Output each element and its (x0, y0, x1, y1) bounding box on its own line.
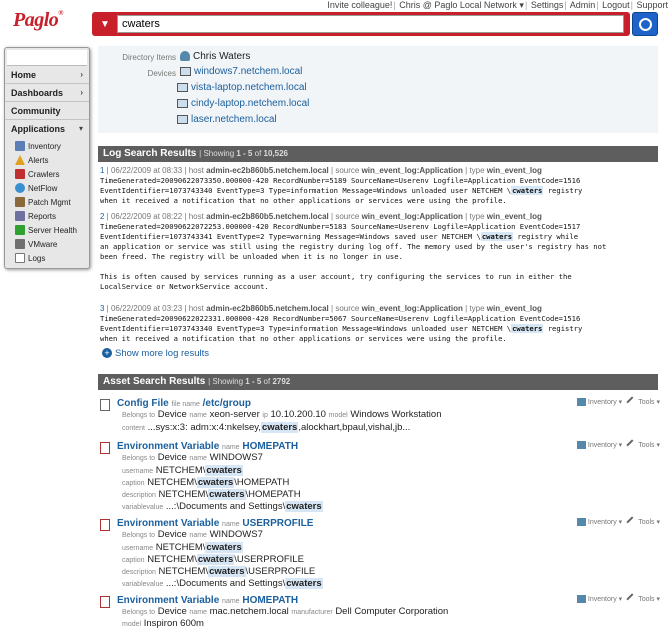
asset-username-row: username NETCHEM\cwaters (122, 542, 242, 553)
sidebar-item-logs[interactable] (5, 250, 89, 264)
inventory-button[interactable]: Inventory (587, 399, 617, 406)
log-results-title: Log Search Results (103, 148, 197, 159)
directory-items-label: Directory Items (122, 53, 176, 62)
asset-belongs-row: Belongs to Device name xeon-server ip 10.10.200.10 model Windows Workstation (122, 409, 442, 420)
log-line: TimeGenerated=20090622073350.000000-420 RecordNumber=5189 SourceName=Userenv Logfile=Application EventCode=1516 (100, 176, 581, 185)
log-type-label: type (469, 212, 485, 221)
search-bar (92, 12, 630, 36)
search-highlight: cwaters (286, 578, 322, 589)
report-icon (15, 211, 25, 221)
device-name: windows7.netchem.local (194, 66, 303, 77)
asset-actions: Inventory ▾ Tools ▾ (577, 518, 660, 526)
sidebar-item-label: Alerts (28, 155, 49, 165)
inventory-icon (577, 441, 586, 449)
user-menu[interactable] (399, 0, 524, 10)
search-highlight: cwaters (206, 465, 242, 476)
device-link[interactable] (180, 66, 302, 77)
sidebar-applications[interactable] (5, 120, 89, 138)
search-highlight: cwaters (512, 324, 543, 333)
device-name: vista-laptop.netchem.local (191, 82, 307, 93)
log-line: when it received a notification that no other applications or services were using the profile. (100, 334, 507, 343)
search-scope-dropdown[interactable] (96, 16, 114, 32)
sidebar-item-reports[interactable] (5, 208, 89, 222)
asset-title[interactable]: Environment Variable name HOMEPATH (117, 441, 299, 452)
triangle-down-icon: ▼ (100, 18, 110, 30)
search-highlight: cwaters (512, 186, 543, 195)
log-type: win_event_log (486, 212, 542, 221)
asset-actions: Inventory ▾ Tools ▾ (577, 398, 660, 406)
inventory-button[interactable]: Inventory (587, 596, 617, 603)
search-highlight: cwaters (286, 501, 322, 512)
file-icon (100, 399, 110, 411)
asset-result (100, 595, 660, 629)
variable-icon (100, 596, 110, 608)
log-entry-date: 06/22/2009 at 03:23 (110, 304, 183, 313)
asset-belongs-row: Belongs to Device name mac.netchem.local manufacturer Dell Computer Corporation (122, 606, 449, 617)
log-entry-number: 2 (100, 212, 105, 221)
sidebar-item-alerts[interactable] (5, 152, 89, 166)
logout-link[interactable]: Logout (602, 0, 630, 10)
log-entry-number: 1 (100, 166, 105, 175)
asset-description-row: description NETCHEM\cwaters\USERPROFILE (122, 566, 316, 577)
laptop-icon (177, 99, 188, 108)
asset-results-count: | Showing 1 - 5 of 2792 (208, 377, 291, 386)
log-line: TimeGenerated=20090622072253.000000-420 RecordNumber=5183 SourceName=Userenv Logfile=Application EventCode=1517 (100, 222, 581, 231)
sidebar-item-server-health[interactable] (5, 222, 89, 236)
sidebar-item-patch-mgmt[interactable] (5, 194, 89, 208)
asset-caption-row: caption NETCHEM\cwaters\USERPROFILE (122, 554, 304, 565)
log-entry[interactable]: 1 | 06/22/2009 at 08:33 | host admin-ec2b860b5.netchem.local | source win_event_log:Application | type win_event_log TimeGenerated=20090622073350.000000-420 RecordNumber=5189 SourceName=Userenv Logfile=Application EventCode=1516 EventIdentifier=1073743340 EventType=3 Type=information Message=Windows unloaded user NETCHEM \cwaters registry when it received a notification that no other applications or services were using the profile. (100, 166, 656, 206)
netflow-icon (15, 183, 25, 193)
inventory-button[interactable]: Inventory (587, 442, 617, 449)
log-source: win_event_log:Application (361, 166, 463, 175)
show-more-label: Show more log results (115, 348, 209, 359)
registered-mark: ® (58, 9, 64, 17)
sidebar-home-label: Home (11, 70, 37, 80)
search-highlight: cwaters (206, 542, 242, 553)
asset-actions: Inventory ▾ Tools ▾ (577, 595, 660, 603)
search-highlight: cwaters (209, 566, 245, 577)
chevron-down-icon: ▾ (78, 124, 83, 133)
log-host-label: host (188, 166, 204, 175)
search-input[interactable] (117, 15, 624, 33)
device-name: laser.netchem.local (191, 114, 277, 125)
logo-text: Paglo (13, 9, 59, 31)
inventory-icon (577, 398, 586, 406)
log-host: admin-ec2b860b5.netchem.local (206, 304, 329, 313)
sidebar-item-label: Crawlers (28, 169, 60, 179)
sidebar-dashboards-label: Dashboards (11, 88, 64, 98)
log-entry-number: 3 (100, 304, 105, 313)
printer-icon (177, 115, 188, 124)
log-line: been freed. The registry will be unloaded when it is no longer in use. (100, 252, 403, 261)
chevron-right-icon: › (80, 88, 83, 97)
directory-panel (98, 46, 658, 133)
invite-link[interactable]: Invite colleague! (327, 0, 393, 10)
tools-button[interactable]: Tools (638, 596, 655, 603)
tools-button[interactable]: Tools (638, 399, 655, 406)
asset-title[interactable]: Environment Variable name HOMEPATH (117, 595, 299, 606)
search-highlight: cwaters (197, 554, 234, 565)
patch-icon (15, 197, 25, 207)
asset-title[interactable]: Environment Variable name USERPROFILE (117, 518, 314, 529)
asset-results-title: Asset Search Results (103, 376, 206, 387)
support-link[interactable]: Support (636, 0, 668, 10)
sidebar-dashboards[interactable] (5, 84, 89, 102)
sidebar (4, 47, 90, 269)
asset-belongs-row: Belongs to Device name WINDOWS7 (122, 452, 263, 463)
wrench-icon (627, 396, 638, 407)
asset-variablevalue-row: variablevalue ...:\Documents and Settings\cwaters (122, 578, 322, 589)
wrench-icon (627, 593, 638, 604)
asset-content-row: content ...sys:x:3: adm:x:4:nkelsey,cwaters,alockhart,bpaul,vishal,jb... (122, 422, 411, 433)
sidebar-item-label: Server Health (28, 225, 77, 235)
log-line: EventIdentifier=1073743340 EventType=3 Type=information Message=Windows unloaded user NETCHEM \cwaters registry (100, 324, 583, 333)
chevron-down-icon: ▾ (519, 0, 524, 10)
device-link[interactable] (177, 82, 307, 93)
log-source-label: source (335, 166, 360, 175)
sidebar-header (7, 50, 87, 66)
user-menu-label: Chris @ Paglo Local Network (399, 0, 517, 10)
computer-icon (180, 67, 191, 76)
inventory-icon (577, 595, 586, 603)
log-host-label: host (188, 212, 204, 221)
asset-result (100, 398, 660, 438)
asset-description-row: description NETCHEM\cwaters\HOMEPATH (122, 489, 301, 500)
sidebar-item-label: VMware (28, 239, 58, 249)
logs-icon (15, 253, 25, 263)
wrench-icon (627, 439, 638, 450)
sidebar-home[interactable] (5, 66, 89, 84)
asset-variablevalue-row: variablevalue ...:\Documents and Settings\cwaters (122, 501, 322, 512)
search-icon (639, 18, 652, 31)
user-icon (180, 51, 190, 61)
show-more-logs-link[interactable] (102, 348, 209, 359)
log-results-header (98, 146, 658, 162)
sidebar-item-netflow[interactable] (5, 180, 89, 194)
sidebar-item-label: Logs (28, 253, 46, 263)
inventory-button[interactable]: Inventory (587, 519, 617, 526)
log-line: EventIdentifier=1073743341 EventType=2 Type=warning Message=Windows saved user NETCHEM \cwaters registry while (100, 232, 579, 241)
log-type: win_event_log (486, 166, 542, 175)
crawler-icon (15, 169, 25, 179)
search-highlight: cwaters (209, 489, 245, 500)
log-host: admin-ec2b860b5.netchem.local (206, 212, 329, 221)
log-line: This is often caused by services running as a user account, try configuring the services to run in either the (100, 272, 572, 281)
laptop-icon (177, 83, 188, 92)
inventory-icon (15, 141, 25, 151)
log-host-label: host (188, 304, 204, 313)
top-nav: Invite colleague!| Chris @ Paglo Local Network ▾| Settings| Admin| Logout| Support (327, 0, 668, 10)
sidebar-community[interactable] (5, 102, 89, 120)
sidebar-community-label: Community (11, 106, 61, 116)
plus-icon: + (102, 348, 112, 358)
log-source: win_event_log:Application (361, 304, 463, 313)
sidebar-item-label: Reports (28, 211, 57, 221)
asset-results-header (98, 374, 658, 390)
asset-title[interactable]: Config File file name /etc/group (117, 398, 251, 409)
wrench-icon (627, 516, 638, 527)
asset-caption-row: caption NETCHEM\cwaters\HOMEPATH (122, 477, 290, 488)
settings-link[interactable]: Settings (530, 0, 564, 10)
directory-user-name: Chris Waters (193, 51, 251, 62)
log-type-label: type (469, 304, 485, 313)
asset-username-row: username NETCHEM\cwaters (122, 465, 242, 476)
log-entry-date: 06/22/2009 at 08:22 (110, 212, 183, 221)
chevron-right-icon: › (80, 70, 83, 79)
devices-label: Devices (147, 69, 176, 78)
log-type: win_event_log (486, 304, 542, 313)
log-line: an application or service was still using the registry during log off. The memory used by the user's registry has not (100, 242, 607, 251)
device-link[interactable] (177, 114, 277, 125)
tools-button[interactable]: Tools (638, 442, 655, 449)
variable-icon (100, 519, 110, 531)
admin-link[interactable]: Admin (569, 0, 596, 10)
variable-icon (100, 442, 110, 454)
alert-icon (15, 155, 25, 165)
sidebar-item-label: Inventory (28, 141, 61, 151)
log-type-label: type (469, 166, 485, 175)
search-highlight: cwaters (481, 232, 513, 241)
log-entry[interactable]: 2 | 06/22/2009 at 08:22 | host admin-ec2b860b5.netchem.local | source win_event_log:Application | type win_event_log TimeGenerated=20090622072253.000000-420 RecordNumber=5183 SourceName=Userenv Logfile=Application EventCode=1517 EventIdentifier=1073743341 EventType=2 Type=warning Message=Windows saved user NETCHEM \cwaters registry while an application or service was still using the registry during log off. The memory used by the user's registry has not been freed. The registry will be unloaded when it is no longer in use. This is often caused by services running as a user account, try configuring the services to run in either the LocalService or NetworkService account. (100, 212, 656, 292)
asset-result (100, 441, 660, 513)
log-line: LocalService or NetworkService account. (100, 282, 269, 291)
log-entry[interactable]: 3 | 06/22/2009 at 03:23 | host admin-ec2b860b5.netchem.local | source win_event_log:Application | type win_event_log TimeGenerated=20090622022331.000000-420 RecordNumber=5067 SourceName=Userenv Logfile=Application EventCode=1516 EventIdentifier=1073743340 EventType=3 Type=information Message=Windows unloaded user NETCHEM \cwaters registry when it received a notification that no other applications or services were using the profile. (100, 304, 656, 344)
sidebar-item-inventory[interactable] (5, 138, 89, 152)
directory-user[interactable] (180, 51, 250, 62)
log-host: admin-ec2b860b5.netchem.local (206, 166, 329, 175)
log-entry-date: 06/22/2009 at 08:33 (110, 166, 183, 175)
search-highlight: cwaters (261, 422, 298, 433)
search-button[interactable] (632, 12, 658, 36)
sidebar-applications-label: Applications (11, 124, 66, 134)
sidebar-item-label: NetFlow (28, 183, 58, 193)
device-name: cindy-laptop.netchem.local (191, 98, 310, 109)
device-link[interactable] (177, 98, 309, 109)
vmware-icon (15, 239, 25, 249)
server-health-icon (15, 225, 25, 235)
log-line: EventIdentifier=1073743340 EventType=3 Type=information Message=Windows unloaded user NETCHEM \cwaters registry (100, 186, 583, 195)
log-results-count: | Showing 1 - 5 of 10,526 (199, 149, 288, 158)
sidebar-item-crawlers[interactable] (5, 166, 89, 180)
paglo-logo[interactable] (13, 9, 63, 32)
log-source: win_event_log:Application (361, 212, 463, 221)
log-line: TimeGenerated=20090622022331.000000-420 RecordNumber=5067 SourceName=Userenv Logfile=Application EventCode=1516 (100, 314, 581, 323)
search-highlight: cwaters (197, 477, 234, 488)
log-line: when it received a notification that no other applications or services were using the profile. (100, 196, 507, 205)
asset-actions: Inventory ▾ Tools ▾ (577, 441, 660, 449)
tools-button[interactable]: Tools (638, 519, 655, 526)
asset-belongs-row: Belongs to Device name WINDOWS7 (122, 529, 263, 540)
inventory-icon (577, 518, 586, 526)
asset-model-row: model Inspiron 600m (122, 618, 204, 629)
log-source-label: source (335, 212, 360, 221)
sidebar-item-vmware[interactable] (5, 236, 89, 250)
log-source-label: source (335, 304, 360, 313)
sidebar-item-label: Patch Mgmt (28, 197, 71, 207)
asset-result (100, 518, 660, 590)
